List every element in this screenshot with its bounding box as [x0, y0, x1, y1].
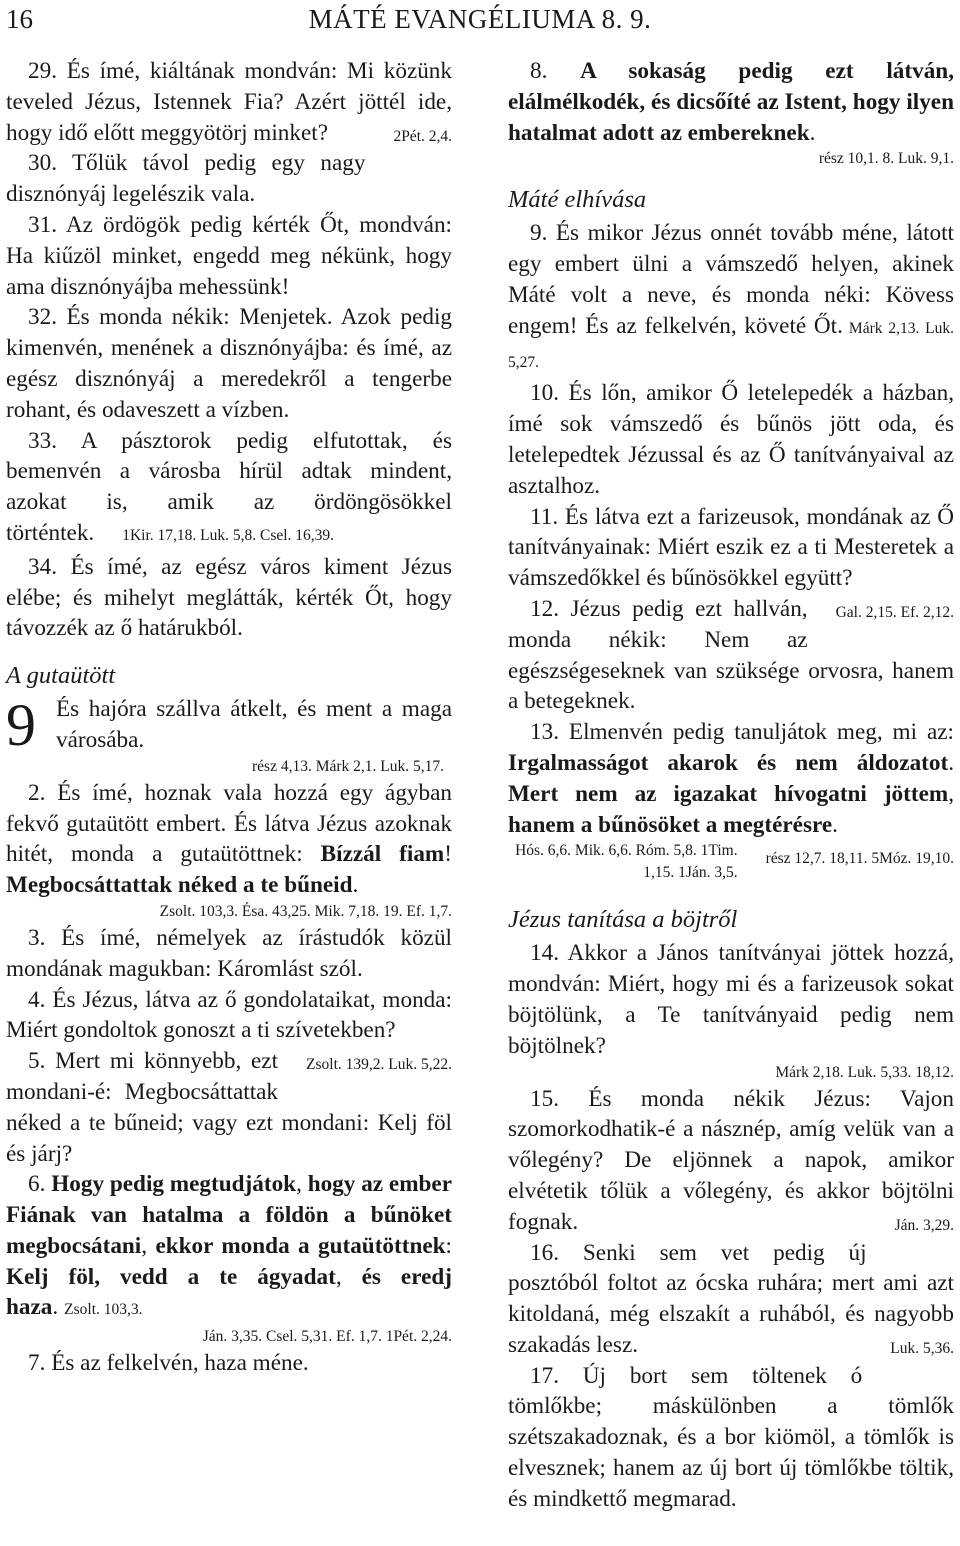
jesus-words: és eredj haza — [6, 1263, 452, 1321]
verse-9-10: 10. És lőn, amikor Ő letelepedék a házban, ímé sok vámszedő és bűnös jött oda, és letelepedtek Jézussal és az Ő tanítványaival az asztalhoz. — [508, 380, 954, 499]
verse-9-6 — [6, 1169, 452, 1326]
verse-text: 2. És ímé, hoznak vala hozzá egy ágyban fekvő gutaütött embert. És látva Jézus azoknak hitét, monda a gutaütöttnek: — [6, 779, 452, 868]
running-title: MÁTÉ EVANGÉLIUMA 8. 9. — [308, 4, 652, 34]
verse-9-7: 7. És az felkelvén, haza méne. — [28, 1350, 309, 1377]
left-column — [6, 56, 452, 1379]
chapter-number: 9 — [6, 692, 36, 759]
verse-text: És hajóra szállva átkelt, és ment a maga városába. — [56, 696, 452, 753]
cross-reference: rész 10,1. 8. Luk. 9,1. — [818, 150, 954, 168]
verse-9-15 — [508, 1084, 954, 1238]
verse-8-33 — [6, 426, 452, 552]
cross-reference: rész 12,7. 18,11. 5Móz. 19,10. — [765, 850, 954, 868]
verse-9-14: 14. Akkor a János tanítványai jöttek hozzá, mondván: Miért, hogy mi és a farizeusok sokat böjtölünk, a Te tanítványaid pedig nem böjtölnek? — [508, 940, 954, 1059]
cross-reference: Zsolt. 103,3. — [64, 1301, 143, 1319]
verse-text: 13. Elmenvén pedig tanuljátok meg, mi az: — [530, 719, 954, 746]
verse-text: . — [52, 1294, 59, 1321]
jesus-words: Megbocsáttattak néked a te bűneid — [6, 872, 353, 899]
verse-9-8 — [508, 56, 954, 148]
verse-text: . — [809, 119, 816, 146]
cross-reference: 1Kir. 17,18. Luk. 5,8. Csel. 16,39. — [122, 526, 335, 544]
cross-reference: Zsolt. 103,3. Ésa. 43,25. Mik. 7,18. 19. Ef. 1,7. — [159, 902, 452, 920]
verse-text: , — [335, 1263, 362, 1290]
verse-9-4 — [6, 985, 452, 1074]
verse-text: 9. És mikor Jézus onnét tovább méne, látott egy embert ülni a vámszedő helyen, akinek Máté volt a neve, és monda néki: Kövess engem! És az felkelvén, követé Őt. — [508, 220, 954, 339]
jesus-words: Bízzál fiam — [320, 841, 445, 868]
verse-8-29 — [6, 56, 452, 148]
verse-text: 4. És Jézus, látva az ő gondolataikat, monda: Miért gondoltok gonoszt a ti szívetekben? — [6, 986, 452, 1044]
cross-reference: Márk 2,13. Luk. 5,27. — [508, 319, 954, 371]
cross-reference: Hós. 6,6. Mik. 6,6. Róm. 5,8. 1Tim. 1,15. 1Ján. 3,5. — [515, 842, 738, 882]
right-column — [508, 56, 954, 1515]
verse-9-3: 3. És ímé, némelyek az írástudók közül mondának magukban: Káromlást szól. — [6, 924, 452, 982]
verse-text: , — [296, 1171, 308, 1198]
jesus-words: ekkor monda a gutaütöttnek — [155, 1232, 446, 1259]
verse-text: : — [445, 1232, 452, 1259]
section-heading: Máté elhívása — [508, 186, 647, 214]
verse-9-2 — [6, 778, 452, 901]
jesus-words: hanem a bűnösöket a megtérésre — [508, 811, 833, 838]
verse-text: 6. — [28, 1171, 52, 1198]
verse-9-11 — [508, 502, 954, 621]
jesus-words: Hogy pedig megtudjátok — [51, 1171, 297, 1198]
jesus-words: hogy az ember Fiának van hatalma a földön a bűnöket megbocsátani — [6, 1171, 452, 1259]
cross-reference: Ján. 3,35. Csel. 5,31. Ef. 1,7. 1Pét. 2,24. — [202, 1328, 452, 1346]
verse-8-31: 31. Az ördögök pedig kérték Őt, mondván: Ha kiűzöl minket, engedd meg nékünk, hogy ama disznónyájba mehessünk! — [6, 211, 452, 300]
jesus-words: Mert nem az igazakat hívogatni jöttem — [508, 780, 949, 807]
cross-reference: 2Pét. 2,4. — [393, 127, 452, 145]
verse-text: 29. És ímé, kiáltának mondván: Mi közünk teveled Jézus, Istennek Fia? Azért jöttél ide, hogy idő előtt meggyötörj minket? — [6, 58, 452, 146]
cross-reference: Luk. 5,36. — [890, 1339, 954, 1357]
verse-9-9 — [508, 218, 954, 378]
page-header — [0, 0, 960, 40]
verse-text: , — [141, 1232, 156, 1259]
verse-9-5: 5. Mert mi könnyebb, ezt mondani-é: Megbocsáttattak néked a te bűneid; vagy ezt mondani: Kelj föl és járj? — [6, 1048, 452, 1167]
verse-text: . — [352, 872, 359, 899]
chapter-9-verse-1 — [6, 692, 452, 759]
verse-text: . — [948, 749, 954, 776]
jesus-words: Kelj föl, vedd a te ágyadat — [6, 1263, 336, 1290]
verse-text: 33. A pásztorok pedig elfutottak, és bemenvén a városba hírül adtak mindent, azokat is, amik az ördöngösökkel történtek. — [6, 427, 452, 546]
section-heading: A gutaütött — [6, 662, 116, 690]
verse-9-12: 12. Jézus pedig ezt hallván, monda nékik: Nem az egészségeseknek van szüksége orvosra, hanem a betegeknek. — [508, 595, 954, 715]
cross-reference: Zsolt. 139,2. Luk. 5,22. — [306, 1056, 452, 1074]
jesus-words: Irgalmasságot akarok és nem áldozatot — [508, 749, 949, 776]
verse-text: 15. És monda nékik Jézus: Vajon szomorkodhatik-é a násznép, amíg velük van a vőlegény? De eljönnek a napok, amikor elvétetik tőlük a vőlegény, és akkor böjtölni fognak. — [508, 1085, 954, 1235]
verse-text: 16. Senki sem vet pedig új posztóból foltot az ócska ruhára; mert ami azt kitoldaná, még elszakít a ruhából, és nagyobb szakadás lesz. — [508, 1239, 954, 1358]
verse-8-30: 30. Tőlük távol pedig egy nagy disznónyáj legelészik vala. — [6, 150, 366, 208]
cross-reference: Gal. 2,15. Ef. 2,12. — [835, 603, 954, 621]
cross-reference: Márk 2,18. Luk. 5,33. 18,12. — [775, 1063, 954, 1081]
verse-text: 8. — [530, 58, 581, 84]
verse-text: 11. És látva ezt a farizeusok, mondának az Ő tanítványainak: Miért eszik ez a ti Mesteretek a vámszedőkkel és bűnösökkel együtt? — [508, 503, 954, 592]
verse-9-16 — [508, 1238, 954, 1361]
emphasis-text: A sokaság pedig ezt látván, elálmélkodék, és dicsőíté az Istent, hogy ilyen hatalmat adott az embereknek — [508, 58, 954, 146]
verse-text: , — [948, 780, 954, 807]
verse-text: . — [832, 811, 838, 838]
verse-8-32: 32. És monda nékik: Menjetek. Azok pedig kimenvén, menének a disznónyájba: és ímé, az egész disznónyáj a meredekről a tengerbe rohant, és odaveszett a vízben. — [6, 304, 452, 423]
verse-8-34: 34. És ímé, az egész város kiment Jézus elébe; és mihelyt meglátták, kérték Őt, hogy távozzék az ő határukból. — [6, 553, 452, 642]
cross-reference: Ján. 3,29. — [894, 1216, 954, 1234]
page-number: 16 — [6, 4, 33, 34]
verse-9-17: 17. Új bort sem töltenek ó tömlőkbe; máskülönben a tömlők szétszakadoznak, és a bor kiömöl, a tömlők is elvesznek; hanem az új bort új tömlőkbe töltik, és mindkettő megmarad. — [508, 1362, 954, 1512]
verse-text: ! — [444, 841, 452, 868]
cross-reference: rész 4,13. Márk 2,1. Luk. 5,17. — [252, 757, 444, 775]
section-heading: Jézus tanítása a böjtről — [508, 906, 738, 934]
